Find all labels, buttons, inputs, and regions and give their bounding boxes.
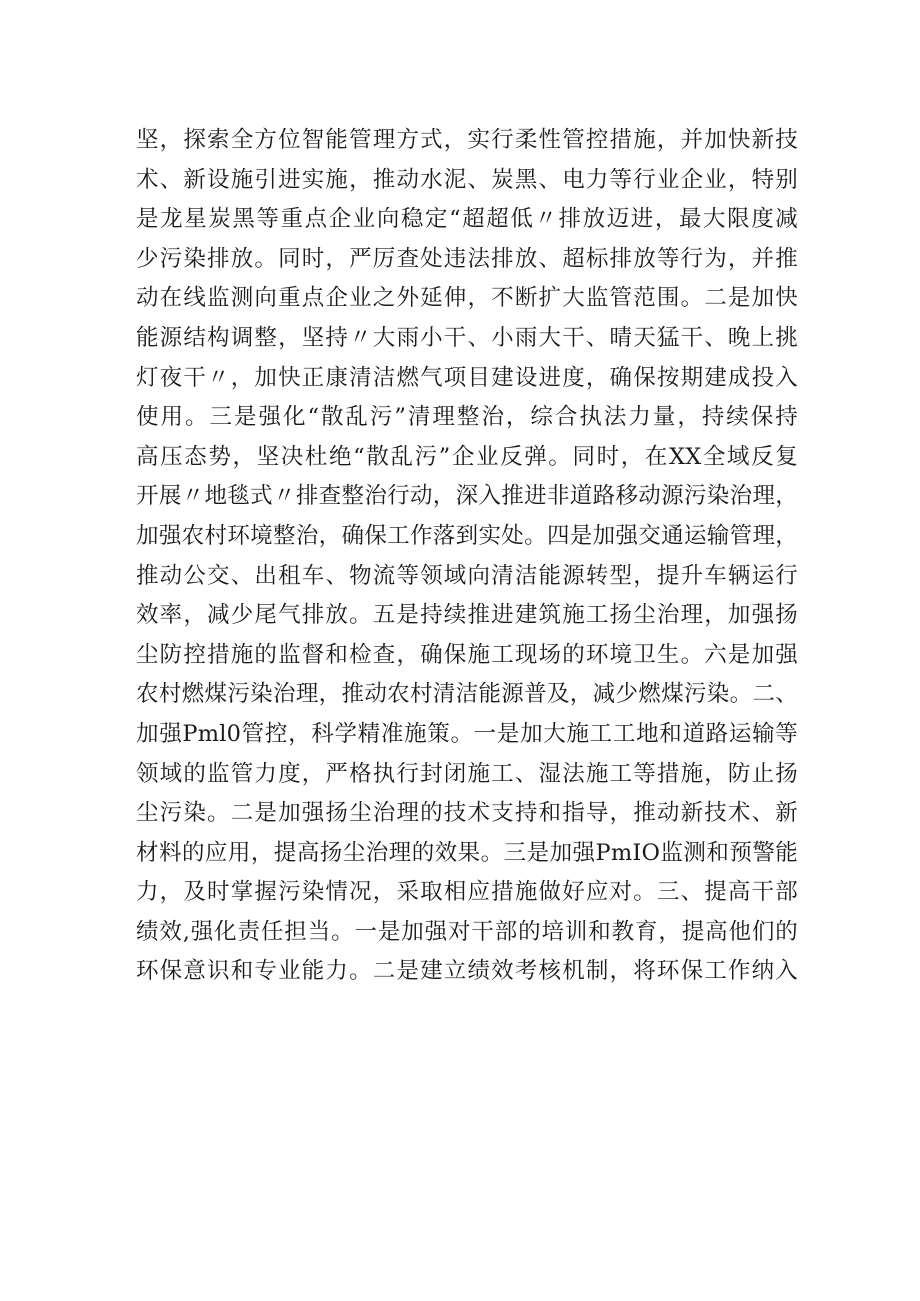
text-line: 效率，减少尾气排放。五是持续推进建筑施工扬尘治理，加强扬 bbox=[136, 602, 798, 629]
text-line: 绩效,强化责任担当。一是加强对干部的培训和教育，提高他们的 bbox=[136, 918, 798, 945]
text-line: 尘污染。二是加强扬尘治理的技术支持和指导，推动新技术、新 bbox=[136, 800, 798, 827]
text-line: 灯夜干〃，加快正康清洁燃气项目建设进度，确保按期建成投入 bbox=[136, 364, 798, 391]
text-line: 开展〃地毯式〃排查整治行动，深入推进非道路移动源污染治理， bbox=[136, 483, 798, 510]
text-line: 力，及时掌握污染情况，采取相应措施做好应对。三、提高干部 bbox=[136, 879, 798, 906]
text-line: 材料的应用，提高扬尘治理的效果。三是加强PmIO监测和预警能 bbox=[136, 839, 798, 866]
text-line: 农村燃煤污染治理，推动农村清洁能源普及，减少燃煤污染。二、 bbox=[136, 681, 798, 708]
text-line: 能源结构调整，坚持〃大雨小干、小雨大干、晴天猛干、晚上挑 bbox=[136, 324, 798, 351]
text-line: 环保意识和专业能力。二是建立绩效考核机制，将环保工作纳入 bbox=[136, 958, 798, 985]
text-line: 使用。三是强化“散乱污”清理整治，综合执法力量，持续保持 bbox=[136, 404, 798, 431]
text-line: 动在线监测向重点企业之外延伸，不断扩大监管范围。二是加快 bbox=[136, 285, 798, 312]
text-line: 术、新设施引进实施，推动水泥、炭黑、电力等行业企业，特别 bbox=[136, 166, 798, 193]
text-line: 高压态势，坚决杜绝“散乱污”企业反弹。同时，在XX全域反复 bbox=[136, 443, 798, 470]
body-text bbox=[136, 121, 798, 992]
text-line: 是龙星炭黑等重点企业向稳定“超超低〃排放迈进，最大限度减 bbox=[136, 206, 798, 233]
text-line: 尘防控措施的监督和检查，确保施工现场的环境卫生。六是加强 bbox=[136, 641, 798, 668]
text-line: 坚，探索全方位智能管理方式，实行柔性管控措施，并加快新技 bbox=[136, 127, 798, 153]
text-line: 加强农村环境整治，确保工作落到实处。四是加强交通运输管理， bbox=[136, 522, 798, 549]
text-line: 推动公交、出租车、物流等领域向清洁能源转型，提升车辆运行 bbox=[136, 562, 798, 589]
text-line: 少污染排放。同时，严厉查处违法排放、超标排放等行为，并推 bbox=[136, 245, 798, 272]
text-line: 领域的监管力度，严格执行封闭施工、湿法施工等措施，防止扬 bbox=[136, 760, 798, 787]
text-line: 加强Pml0管控，科学精准施策。一是加大施工工地和道路运输等 bbox=[136, 720, 798, 747]
